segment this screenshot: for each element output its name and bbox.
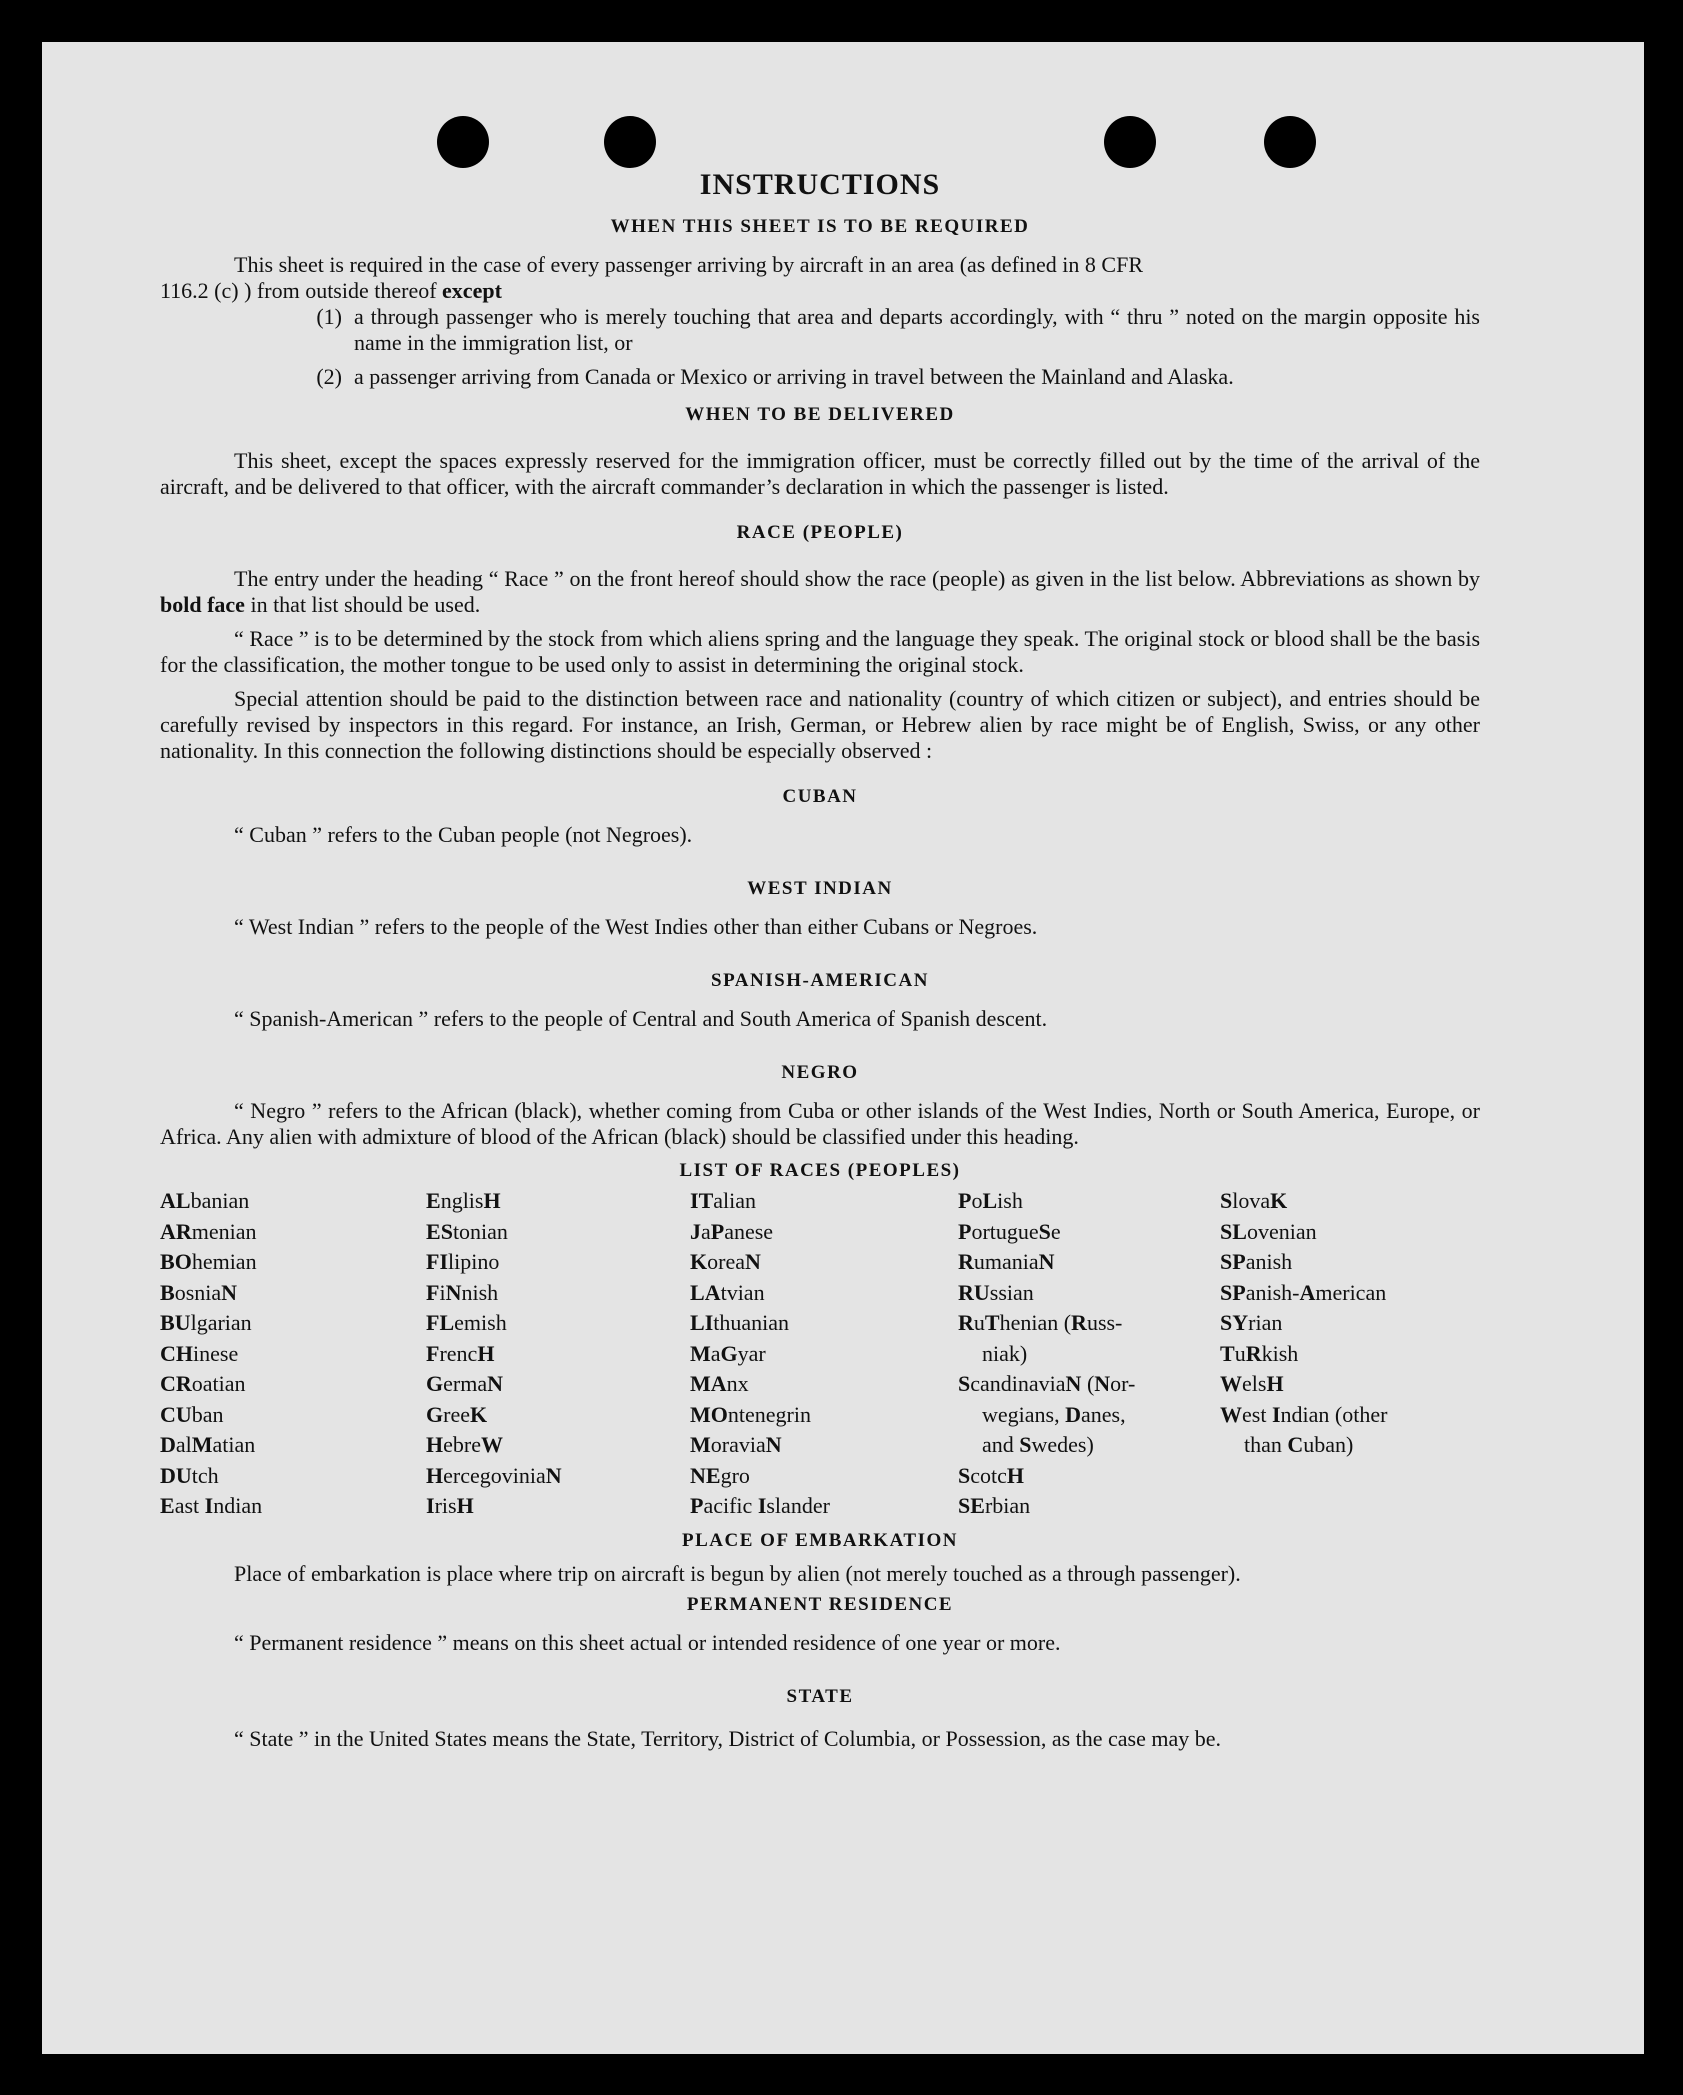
punch-hole xyxy=(604,116,656,168)
race-entry: SPanish xyxy=(1220,1249,1293,1274)
race-entry: and Swedes) xyxy=(982,1432,1094,1457)
races-column xyxy=(1220,1186,1480,1522)
race-entry: niak) xyxy=(982,1340,1028,1366)
intro-text: 116.2 (c) ) from outside thereof xyxy=(160,278,443,303)
race-paragraph-3: Special attention should be paid to the distinction between race and nationality (country of which citizen or subject), and entries should be carefully revised by inspectors in this regard. For instance, an Irish, German, or Hebrew alien by race might be of English, Swiss, or any other nationality. In this connection the following distinctions should be especially observed : xyxy=(160,686,1480,763)
race-entry: CHinese xyxy=(160,1340,239,1366)
race-entry: SLovenian xyxy=(1220,1218,1317,1244)
race-entry: JaPanese xyxy=(690,1218,774,1244)
heading-list-of-races: LIST OF RACES (PEOPLES) xyxy=(679,1160,961,1181)
race-entry: FrencH xyxy=(426,1340,495,1366)
heading-west-indian: WEST INDIAN xyxy=(747,878,893,899)
punch-hole xyxy=(1264,116,1316,168)
race-entry: EStonian xyxy=(426,1218,508,1244)
race-entry: SPanish-American xyxy=(1220,1279,1387,1305)
when-required-intro-line2 xyxy=(160,278,1480,304)
item-number: (1) xyxy=(316,304,342,329)
heading-when-delivered: WHEN TO BE DELIVERED xyxy=(685,404,955,425)
heading-when-required: WHEN THIS SHEET IS TO BE REQUIRED xyxy=(610,216,1030,237)
race-entry: MoraviaN xyxy=(690,1432,782,1457)
race-entry: MOntenegrin xyxy=(690,1401,811,1427)
race-entry: PortugueSe xyxy=(958,1218,1061,1244)
item-text: a passenger arriving from Canada or Mexico or arriving in travel between the Mainland and Alaska. xyxy=(354,364,1234,389)
race-entry: Pacific Islander xyxy=(690,1493,830,1518)
cuban-text: “ Cuban ” refers to the Cuban people (not Negroes). xyxy=(234,822,693,847)
race-entry: ARmenian xyxy=(160,1218,257,1244)
race-entry: NEgro xyxy=(690,1462,750,1488)
race-paragraph-2: “ Race ” is to be determined by the stock from which aliens spring and the language they speak. The original stock or blood shall be the basis for the classification, the mother tongue to be used only to assist in determining the original stock. xyxy=(160,626,1480,677)
race-entry: EnglisH xyxy=(426,1188,501,1213)
race-entry: WelsH xyxy=(1220,1371,1284,1396)
heading-negro: NEGRO xyxy=(781,1062,859,1083)
race-entry: HercegoviniaN xyxy=(426,1462,562,1488)
heading-race: RACE (PEOPLE) xyxy=(736,522,904,543)
race-entry: KoreaN xyxy=(690,1249,761,1274)
race-entry: BUlgarian xyxy=(160,1310,252,1335)
race-entry: East Indian xyxy=(160,1493,263,1518)
race-text: The entry under the heading “ Race ” on the front hereof should show the race (people) as given in the list below. Abbreviations as shown by xyxy=(234,566,1480,591)
race-entry: GreeK xyxy=(426,1401,488,1427)
west-indian-text: “ West Indian ” refers to the people of the West Indies other than either Cubans or Negroes. xyxy=(234,914,1038,939)
race-entry: RuThenian (Russ- xyxy=(958,1310,1123,1335)
state-text: “ State ” in the United States means the State, Territory, District of Columbia, or Possession, as the case may be. xyxy=(234,1725,1222,1751)
bold-face-label: bold face xyxy=(160,592,245,617)
race-entry: CRoatian xyxy=(160,1371,246,1396)
page-title: INSTRUCTIONS xyxy=(699,168,941,201)
exception-item xyxy=(160,364,1480,390)
race-text: in that list should be used. xyxy=(244,592,481,617)
race-entry: TuRkish xyxy=(1220,1340,1299,1366)
when-required-intro-line1: This sheet is required in the case of every passenger arriving by aircraft in an area (as defined in 8 CFR xyxy=(234,252,1144,277)
race-entry: SYrian xyxy=(1220,1310,1283,1335)
race-entry: BOhemian xyxy=(160,1249,257,1274)
races-list xyxy=(160,1186,1480,1522)
negro-text: “ Negro ” refers to the African (black), whether coming from Cuba or other islands of the West Indies, North or South America, Europe, or Africa. Any alien with admixture of blood of the African (black) should be classified under this heading. xyxy=(160,1098,1480,1149)
race-entry: DUtch xyxy=(160,1462,219,1488)
races-column xyxy=(690,1186,958,1522)
exception-item xyxy=(160,304,1480,356)
heading-cuban: CUBAN xyxy=(782,786,858,807)
race-entry: FiNnish xyxy=(426,1279,499,1305)
race-entry: ScotcH xyxy=(958,1462,1025,1488)
race-entry: FIlipino xyxy=(426,1249,500,1274)
races-column xyxy=(160,1186,426,1522)
race-entry: RumaniaN xyxy=(958,1249,1055,1274)
spanish-american-text: “ Spanish-American ” refers to the people of Central and South America of Spanish descent. xyxy=(234,1006,1048,1031)
race-entry: RUssian xyxy=(958,1279,1034,1305)
item-text: a through passenger who is merely touching that area and departs accordingly, with “ thru ” noted on the margin opposite his name in the immigration list, or xyxy=(354,304,1480,355)
race-entry: ALbanian xyxy=(160,1188,250,1213)
heading-embarkation: PLACE OF EMBARKATION xyxy=(682,1529,958,1551)
instructions-content xyxy=(160,168,1480,1756)
race-entry: IrisH xyxy=(426,1493,474,1518)
permanent-residence-text: “ Permanent residence ” means on this sheet actual or intended residence of one year or more. xyxy=(234,1629,1061,1655)
races-column xyxy=(958,1186,1220,1522)
race-entry: DalMatian xyxy=(160,1432,256,1457)
race-entry: SErbian xyxy=(958,1493,1031,1518)
race-entry: LIthuanian xyxy=(690,1310,790,1335)
race-entry: ITalian xyxy=(690,1188,757,1213)
race-entry: wegians, Danes, xyxy=(982,1401,1126,1427)
race-entry: MaGyar xyxy=(690,1340,766,1366)
race-entry: West Indian (other xyxy=(1220,1401,1388,1427)
race-entry: BosniaN xyxy=(160,1279,238,1305)
race-entry: than Cuban) xyxy=(1244,1432,1354,1457)
except-bold: except xyxy=(442,278,502,303)
race-entry: HebreW xyxy=(426,1432,503,1457)
heading-permanent-residence: PERMANENT RESIDENCE xyxy=(686,1593,954,1615)
heading-spanish-american: SPANISH-AMERICAN xyxy=(711,970,929,991)
race-entry: FLemish xyxy=(426,1310,507,1335)
races-column xyxy=(426,1186,690,1522)
race-paragraph-1 xyxy=(160,566,1480,618)
race-entry: GermaN xyxy=(426,1371,503,1396)
race-entry: CUban xyxy=(160,1401,224,1427)
race-entry: MAnx xyxy=(690,1371,749,1396)
heading-state: STATE xyxy=(786,1685,854,1707)
race-entry: LAtvian xyxy=(690,1279,765,1305)
when-delivered-text: This sheet, except the spaces expressly reserved for the immigration officer, must be correctly filled out by the time of the arrival of the aircraft, and be delivered to that officer, with the aircraft commander’s declaration in which the passenger is listed. xyxy=(160,448,1480,499)
embarkation-text: Place of embarkation is place where trip on aircraft is begun by alien (not merely touched as a through passenger). xyxy=(234,1560,1241,1586)
punch-hole xyxy=(437,116,489,168)
item-number: (2) xyxy=(316,364,342,389)
punch-hole xyxy=(1104,116,1156,168)
race-entry: PoLish xyxy=(958,1188,1023,1213)
race-entry: SlovaK xyxy=(1220,1188,1288,1213)
race-entry: ScandinaviaN (Nor- xyxy=(958,1371,1136,1396)
